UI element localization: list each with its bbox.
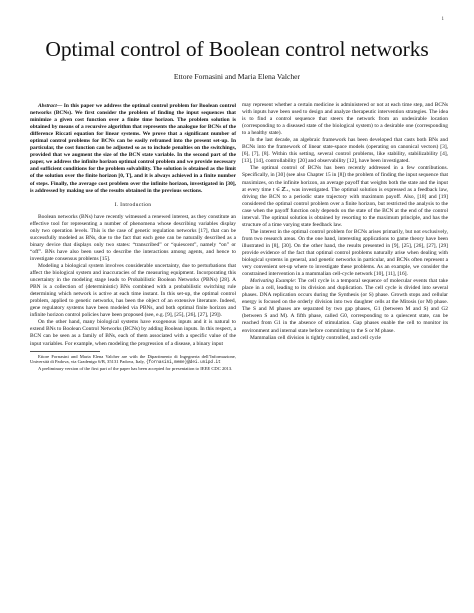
paper-title: Optimal control of Boolean control networks [45,37,429,61]
left-column [30,103,236,372]
paragraph: Mammalian cell division is tightly controlled, and cell cycle [250,334,381,341]
section-heading: I. Introduction [114,201,152,208]
footnote-divider [30,351,100,352]
motivating-example-text: : The cell cycle is a temporal sequence of molecular events that take place in a cell, leading to its division and duplication. The cell cycle is divided into several phases. DNA replication occurs during the Synthesis (or S) phase. Growth stops and cellular energy is focused on the orderly division into two daughter cells at the Mitosis (or M) phase. The S and M phases are separated by two gap phases, G1 (between M and S) and G2 (between S and M). A fifth phase, called G0, corresponding to a quiescent state, can be reached from G1 in the absence of stimulation. Gap phases enable the cell to monitor its environment and internal state before committing to the S or M phase. [242,278,448,334]
abstract-text: — In this paper we address the optimal control problem for Boolean control networks (BCNs). We first consider the problem of finding the input sequences that minimize a given cost function over a finite time horizon. The problem solution is obtained by means of a recursive algorithm that represents the analogue for BCNs of the difference Riccati equation for linear systems. We prove that a significant number of optimal control problems for BCNs can be easily reframed into the present set-up. In particular, the cost function can be adjusted so as to include penalties on the switchings, provided that we augment the size of the BCN state variable. In the second part of the paper, we address the infinite horizon optimal control problem and we provide necessary and sufficient conditions for the problem solvability. The solution is obtained as the limit of the solution over the finite horizon [0, T], and it is always achieved in a finite number of steps. Finally, the average cost problem over the infinite horizon, investigated in [30], is addressed by making use of the results obtained in the previous sections. [30,103,236,194]
footnote-note: A preliminary version of the first part of the paper has been accepted for presentation to IEEE CDC 2013. [38,365,233,371]
motivating-example [242,278,448,334]
paragraph: may represent whether a certain medicine is administered or not at each time step, and BCNs with inputs have been used to design and analyze therapeutic intervention strategies. The idea is to find a control sequence that steers the network from an undesirable location (corresponding to a diseased state of the biological system) to a desirable one (corresponding to a healthy state). [242,102,448,137]
page-number: 1 [441,17,444,22]
right-column [242,102,448,342]
paragraph: In the last decade, an algebraic framework has been developed that casts both BNs and BCNs into the framework of linear state-space models (operating on canonical vectors) [3], [6], [7], [8]. Within this setting, several control problems, like stability, stabilizability [4], [13], [14], controllability [20] and observability [12], have been investigated. [242,137,448,165]
footnote-affiliation: Ettore Fornasini and Maria Elena Valcher are with the Dipartimento di Ingegneria dell’Informazione, Università di Padova, via Gradenigo 6/B, 35131 Padova, Italy, [30,353,236,365]
motivating-example-label: Motivating Example [250,278,295,285]
paragraph: The optimal control of BCNs has been recently addressed in a few contributions. Specifically, in [30] (see also Chapter 15 in [8]) the problem of finding the input sequence that maximizes, on the infinite horizon, an average payoff that weights both the state and the input at every time t ∈ ℤ₊, was investigated. The optimal solution is expressed as a feedback law, driving the BCN to a periodic state trajectory with maximum payoff. Also, [18] and [19] considered the optimal control problem over a finite horizon, but restricted the analysis to the case when the payoff function only depends on the state of the BCN at the end of the control interval. The optimal solution is obtained by resorting to the maximum principle, and has the structure of a time varying state feedback law. [242,165,448,228]
footnote-email: {fornasini,meme}@dei.unipd.it [145,360,221,366]
abstract [30,103,236,195]
paragraph: Boolean networks (BNs) have recently witnessed a renewed interest, as they constitute an effective tool for representing a number of phenomena whose describing variables display only two operation levels. This is the case of genetic regulation networks [17], that can be successfully modeled as BNs, due to the fact that each gene can be naturally described as a binary device that displays only two states: “transcribed” or “quiescent”, namely “on” or “off”. BNs have also been used to describe the interactions among agents, and hence to investigate consensus problems [15]. [30,213,236,262]
abstract-label: Abstract [38,103,57,109]
paper-authors: Ettore Fornasini and Maria Elena Valcher [173,72,301,81]
paragraph: The interest in the optimal control problem for BCNs arises primarily, but not exclusively, from two research areas. On the one hand, interesting applications to game theory have been illustrated in [8], [30]. On the other hand, the results presented in [9], [25], [26], [27], [29] provide evidence of the fact that optimal control problems naturally arise when dealing with biological systems in general, and genetic networks in particular, and BCNs often represent a very convenient set-up where to investigate these problems. As an example, we consider the constrained intervention in a mammalian cell-cycle network [10], [11], [16]. [242,228,448,278]
paragraph: Modeling a biological system involves considerable uncertainty, due to perturbations that affect the biological system and inaccuracies of the measuring equipment. Incorporating this uncertainty in the modeling stage leads to Probabilistic Boolean Networks (PBNs) [28]. A PBN is a collection of (deterministic) BNs combined with a probabilistic switching rule determining which network is active at each time instant. In this set-up, the optimal control problem, applied to genetic networks, has been the object of an extensive literature. Indeed, gene regulatory systems have been modeled via PBNs, and both optimal finite horizon and infinite horizon control policies have been proposed (see, e.g. [9], [25], [26], [27], [29]). [30,262,236,319]
footnote [30,354,236,366]
paragraph: On the other hand, many biological systems have exogenous inputs and it is natural to extend BNs to Boolean Control Networks (BCNs) by adding Boolean inputs. In this respect, a BCN can be seen as a family of BNs, each of them associated with a specific value of the input variables. For example, when modeling the progression of a disease, a binary input [30,319,236,347]
